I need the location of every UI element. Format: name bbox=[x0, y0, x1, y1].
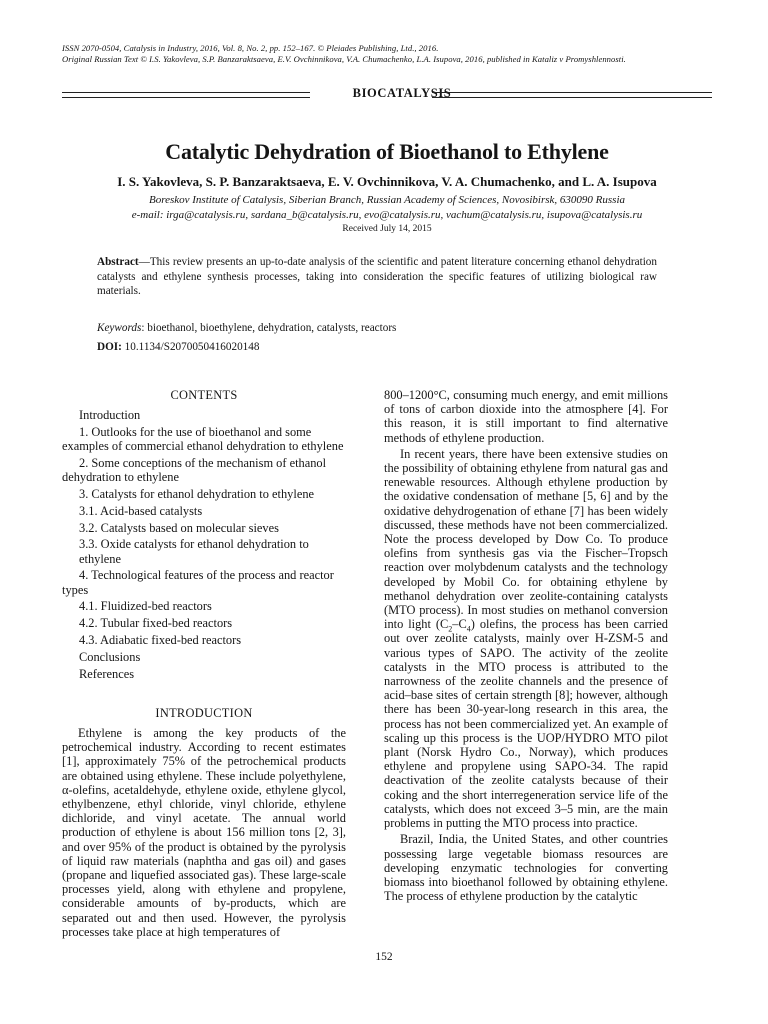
section-label: BIOCATALYSIS bbox=[352, 86, 452, 100]
email-line: e-mail: irga@catalysis.ru, sardana_b@catalysis.ru, evo@catalysis.ru, vachum@catalysis.ru, isupova@catalysis.ru bbox=[131, 209, 643, 221]
paragraph-brazil: Brazil, India, the United States, and other countries possessing large vegetable biomass resources are developing enzymatic technologies for converting biomass into bioethanol followed by obtaining ethylene. The process of ethylene production by the catalytic bbox=[384, 832, 668, 904]
paragraph-text: ) olefins, the process has been carried out over zeolite catalysts, mainly over H-ZSM-5 and various types of SAPO. The activity of the zeolite catalysts in the MTO process is attributed to the narrowness of the zeolite channels and the presence of acid–base sites of certain strength [8]; however, although there has been 30-year-long research in this area, the process has not been commercialized yet. An example of scaling up this process is the UOP/HYDRO MTO pilot plant (Norsk Hydro Co., Norway), which produces ethylene and propylene using SAPO-34. The rapid deactivation of the zeolite catalysts because of their coking and the short interregeneration service life of the catalysts, which does not exceed 3–5 min, are the main problems in putting the MTO process into practice. bbox=[384, 617, 668, 831]
intro-paragraph: Ethylene is among the key products of the petrochemical industry. According to recent estimates [1], approximately 75% of the petrochemical products are obtained using ethylene. These include polyethylene, α-olefins, acetaldehyde, ethylene oxide, ethylene glycol, ethylbenzene, ethyl chloride, vinyl chloride, ethylene dichloride, and vinyl acetate. The annual world production of ethylene is about 156 million tons [2, 3], and over 95% of the product is obtained by the pyrolysis of liquid raw materials (naphtha and gas oil) and gases (propane and liquefied associated gas). These large-scale processes yield, along with ethylene and propylene, considerable amounts of by-products, which are separated out and then used. However, the pyrolysis processes take place at high temperatures of bbox=[62, 725, 346, 939]
abstract bbox=[97, 255, 657, 299]
contents-heading: CONTENTS bbox=[170, 388, 238, 402]
toc-item: 3.3. Oxide catalysts for ethanol dehydration to ethylene bbox=[79, 537, 309, 566]
toc-item: Conclusions bbox=[79, 649, 141, 664]
introduction-heading: INTRODUCTION bbox=[155, 705, 253, 720]
subscript: 2 bbox=[448, 624, 453, 634]
keywords-label: Keywords bbox=[97, 322, 142, 334]
abstract-label: Abstract bbox=[97, 256, 139, 268]
right-column bbox=[384, 388, 668, 903]
abstract-text: —This review presents an up-to-date analysis of the scientific and patent literature concerning ethanol dehydration catalysts and ethylene synthesis processes, taking into consideration the specific features of utilizing biological raw materials. bbox=[97, 256, 657, 297]
keywords bbox=[97, 322, 657, 334]
paragraph-continued: 800–1200°C, consuming much energy, and emit millions of tons of carbon dioxide into the atmosphere [4]. For this reason, it is still important to find alternative methods of ethylene production. bbox=[384, 388, 668, 445]
paper-title: Catalytic Dehydration of Bioethanol to Ethylene bbox=[165, 139, 609, 164]
authors: I. S. Yakovleva, S. P. Banzaraktsaeva, E. V. Ovchinnikova, V. A. Chumachenko, and L. A. Isupova bbox=[117, 174, 657, 189]
toc-item: References bbox=[79, 666, 135, 681]
toc-item: 4.2. Tubular fixed-bed reactors bbox=[79, 616, 233, 631]
received-date: Received July 14, 2015 bbox=[342, 224, 432, 234]
section-banner bbox=[62, 87, 712, 101]
toc-item: 4.3. Adiabatic fixed-bed reactors bbox=[79, 632, 242, 647]
journal-citation: ISSN 2070-0504, Catalysis in Industry, 2016, Vol. 8, No. 2, pp. 152–167. © Pleiades Publishing, Ltd., 2016. bbox=[62, 43, 439, 53]
toc-item: 3. Catalysts for ethanol dehydration to ethylene bbox=[79, 487, 315, 501]
toc-item: 4. Technological features of the process and reactor types bbox=[62, 568, 334, 597]
keywords-text: : bioethanol, bioethylene, dehydration, catalysts, reactors bbox=[141, 322, 397, 334]
contents-list bbox=[62, 408, 346, 681]
rule-left bbox=[62, 92, 310, 98]
subscript: 4 bbox=[466, 624, 471, 634]
page-number: 152 bbox=[375, 951, 393, 963]
doi bbox=[97, 341, 657, 353]
toc-item: 1. Outlooks for the use of bioethanol and some examples of commercial ethanol dehydration to ethylene bbox=[62, 425, 344, 454]
toc-item: 2. Some conceptions of the mechanism of ethanol dehydration to ethylene bbox=[62, 456, 327, 485]
affiliation: Boreskov Institute of Catalysis, Siberian Branch, Russian Academy of Sciences, Novosibirsk, 630090 Russia bbox=[149, 194, 625, 206]
journal-header bbox=[62, 43, 712, 65]
toc-item: 3.1. Acid-based catalysts bbox=[79, 503, 203, 518]
paragraph-recent-years bbox=[384, 447, 668, 830]
rule-right bbox=[432, 92, 712, 98]
doi-label: DOI: bbox=[97, 341, 122, 353]
toc-item: Introduction bbox=[79, 408, 141, 423]
toc-item: 4.1. Fluidized-bed reactors bbox=[79, 599, 212, 614]
paragraph-text: In recent years, there have been extensive studies on the possibility of obtaining ethylene from natural gas and renewable resources. Although ethylene production by the oxidative condensation of methane [5, 6] and by the oxidative dehydrogenation of ethane [7] has been widely discussed, these methods have not been commercialized. Note the process developed by Dow Co. To produce olefins from synthesis gas via the Fischer–Tropsch reaction over molybdenum catalysts and the technology developed by Mobil Co. for obtaining ethylene by methanol dehydration over zeolite-containing catalysts (MTO process). In most studies on methanol conversion into light (C bbox=[384, 446, 668, 632]
paragraph-text: –C bbox=[452, 617, 467, 632]
toc-item: 3.2. Catalysts based on molecular sieves bbox=[79, 520, 279, 535]
original-text-note: Original Russian Text © I.S. Yakovleva, S.P. Banzaraktsaeva, E.V. Ovchinnikova, V.A. Chumachenko, L.A. Isupova, 2016, published in Kataliz v Promyshlennosti. bbox=[62, 54, 626, 64]
doi-text: 10.1134/S2070050416020148 bbox=[121, 341, 260, 353]
left-column bbox=[62, 388, 346, 939]
